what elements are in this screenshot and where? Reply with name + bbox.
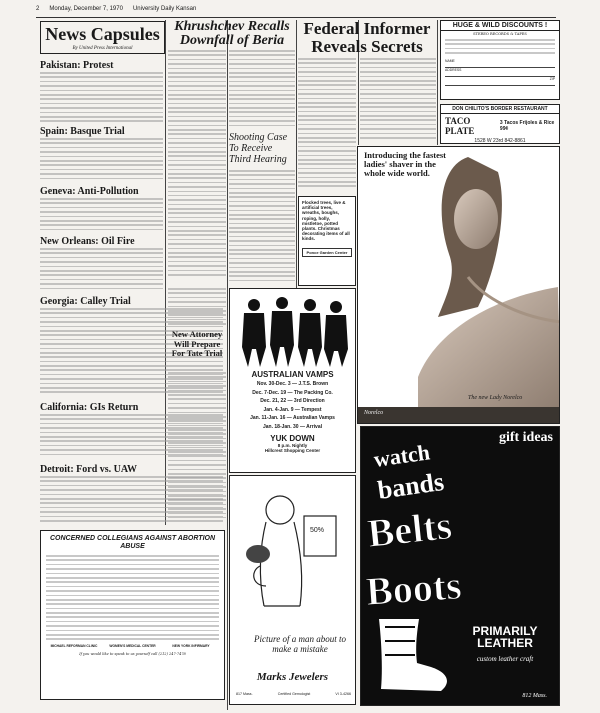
concern-title: CONCERNED COLLEGIANS AGAINST ABORTION ABUSE xyxy=(49,535,216,550)
capsule-text xyxy=(40,138,163,184)
clinic-item: WOMEN'S MEDICAL CENTER xyxy=(109,644,156,649)
capsule-heading: Spain: Basque Trial xyxy=(40,126,125,137)
column-rule xyxy=(296,20,297,290)
belts-boots-lettering xyxy=(361,427,560,706)
clinic-item: MICHAEL REFORMAN CLINIC xyxy=(50,644,98,649)
marks-tagline: Picture of a man about to make a mistake xyxy=(254,634,346,654)
shooting-headline: Shooting Case To Receive Third Hearing xyxy=(229,132,288,165)
shooting-text xyxy=(229,170,295,286)
column-rule xyxy=(227,20,228,710)
norelco-ad xyxy=(357,146,560,424)
khrushchev-text-a xyxy=(168,50,226,285)
form-field-address[interactable]: ADDRESS xyxy=(445,68,555,77)
svg-text:50%: 50% xyxy=(310,527,325,534)
marks-address: 817 Mass. xyxy=(236,692,253,696)
norelco-subtitle: The new Lady Norelco xyxy=(468,395,523,401)
news-capsules-byline: By United Press International xyxy=(72,46,133,51)
taco-plate: TACO PLATE xyxy=(445,116,475,136)
federal-text-b xyxy=(360,58,436,144)
tour-date: Jan. 18-Jan. 30 — Arrival xyxy=(262,423,322,430)
concern-body xyxy=(46,555,219,640)
khrushchev-text-b xyxy=(229,50,295,130)
page-number: 2 xyxy=(36,6,40,12)
svg-text:Belts: Belts xyxy=(365,502,454,556)
ad-subtitle: STEREO RECORDS & TAPES xyxy=(473,32,527,36)
marks-cert: Certified Gemologist xyxy=(277,692,311,696)
ad-body xyxy=(445,39,555,59)
marks-address-line xyxy=(236,692,351,696)
capsule-heading: Pakistan: Protest xyxy=(40,60,114,71)
capsule-text xyxy=(40,198,163,234)
ad-title: HUGE & WILD DISCOUNTS ! xyxy=(441,21,559,31)
capsule-heading: Detroit: Ford vs. UAW xyxy=(40,464,138,475)
marks-phone: VI 3-4266 xyxy=(335,692,351,696)
svg-text:watch: watch xyxy=(372,439,432,472)
page-header xyxy=(36,6,556,18)
tour-date: Dec. 7-Dec. 19 — The Packing Co. xyxy=(252,389,333,396)
store-tagline: custom leather craft xyxy=(476,655,534,663)
capsule-heading: New Orleans: Oil Fire xyxy=(40,236,135,247)
store-name: PRIMARILY LEATHER xyxy=(472,624,538,650)
svg-text:bands: bands xyxy=(375,466,446,505)
venue-place: Hillcrest Shopping Center xyxy=(264,448,321,453)
gift-ideas: gift ideas xyxy=(498,430,553,445)
federal-text-a xyxy=(298,58,356,194)
yuk-down-ad xyxy=(229,288,356,473)
attorney-text xyxy=(168,372,226,525)
concerned-collegians-ad xyxy=(40,530,225,700)
page-date: Monday, December 7, 1970 xyxy=(49,6,123,12)
restaurant-address: 1528 W 23rd 842-8861 xyxy=(474,138,526,144)
garden-center-ad xyxy=(298,196,356,286)
store-address: 812 Mass. xyxy=(522,693,547,699)
news-capsules-title: News Capsules By United Press International xyxy=(40,21,165,54)
capsule-heading: Georgia: Calley Trial xyxy=(40,296,131,307)
capsule-text xyxy=(40,72,163,124)
norelco-footer: Norelco xyxy=(358,407,559,423)
band-name: AUSTRALIAN VAMPS xyxy=(251,370,334,379)
capsule-text xyxy=(40,248,163,294)
shooting-text-b xyxy=(168,288,226,328)
capsule-heading: Geneva: Anti-Pollution xyxy=(40,186,139,197)
band-photo xyxy=(230,289,355,369)
federal-headline: Federal Informer Reveals Secrets xyxy=(303,19,431,56)
restaurant-name: DON CHILITO'S BORDER RESTAURANT xyxy=(441,105,559,114)
clinic-list xyxy=(46,644,219,648)
tour-date: Jan. 11-Jan. 16 — Australian Vamps xyxy=(250,415,335,421)
garden-ad-text: Flocked trees, live & artificial trees, wreaths, boughs, roping, holly, mistletoe, potted plants. Christmas decorating items of all kinds. xyxy=(302,200,350,242)
taco-ad xyxy=(440,104,560,144)
paper-name: University Daily Kansan xyxy=(132,6,197,12)
tour-date: Dec. 21, 22 — 3rd Direction xyxy=(260,398,325,404)
tour-date: Jan. 4-Jan. 9 — Tempest xyxy=(263,406,322,413)
record-discount-ad xyxy=(440,20,560,100)
column-rule xyxy=(437,20,438,145)
taco-offer: 3 Tacos Frijoles & Rice 99¢ xyxy=(499,120,555,132)
marks-name: Marks Jewelers xyxy=(256,671,329,683)
venue-time: 8 p.m. Nightly xyxy=(277,443,308,448)
tour-date: Nov. 30-Dec. 3 — J.T.S. Brown xyxy=(256,381,329,387)
norelco-title: Introducing the fastest ladies' shaver in the whole wide world. xyxy=(364,150,447,178)
leather-goods-ad xyxy=(360,426,560,706)
model-illustration xyxy=(358,147,560,424)
garden-store: Ponce Garden Center xyxy=(302,248,352,257)
man-illustration xyxy=(230,476,356,636)
form-field-zip[interactable]: ZIP xyxy=(445,77,555,86)
clinic-item: NEW YORK INFIRMARY xyxy=(172,644,210,649)
venue-name: YUK DOWN xyxy=(270,434,315,443)
svg-text:Boots: Boots xyxy=(364,562,463,614)
capsule-heading: California: GIs Return xyxy=(40,402,139,413)
khrushchev-headline: Khrushchev Recalls Downfall of Beria xyxy=(174,19,290,48)
form-field-name[interactable]: NAME xyxy=(445,59,555,68)
marks-jewelers-ad xyxy=(229,475,356,705)
attorney-headline: New Attorney Will Prepare For Tate Trial xyxy=(171,329,223,358)
concern-footer: If you would like to speak to us yourself call (212) 247-7478 xyxy=(79,652,186,657)
